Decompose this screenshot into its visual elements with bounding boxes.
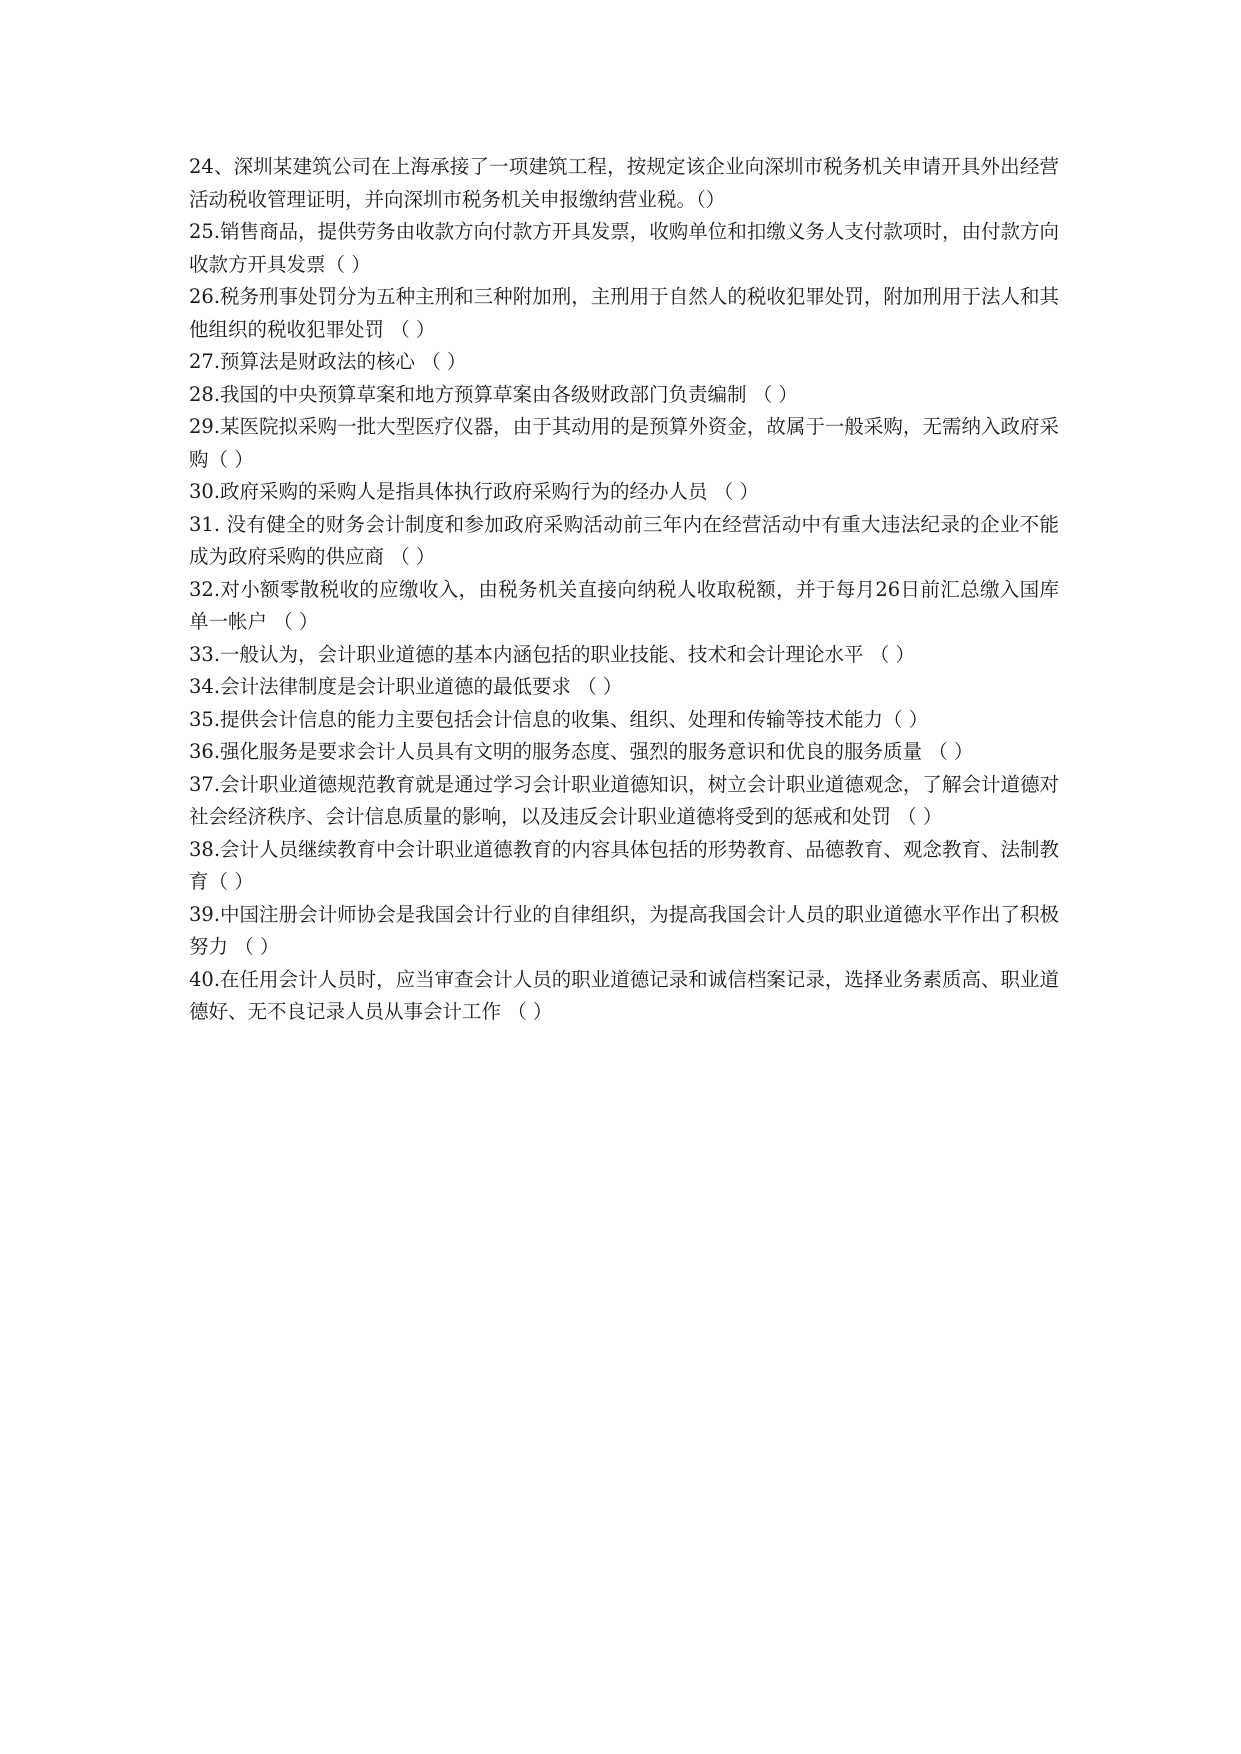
question-32: 32.对小额零散税收的应缴收入，由税务机关直接向纳税人收取税额，并于每月26日前汇总缴入国库单一帐户 （ ） [189,577,1059,633]
question-29: 29.某医院拟采购一批大型医疗仪器，由于其动用的是预算外资金，故属于一般采购，无需纳入政府采购（ ） [189,415,1059,471]
question-27: 27.预算法是财政法的核心 （ ） [189,350,467,373]
question-list [189,151,1059,1029]
question-33: 33.一般认为，会计职业道德的基本内涵包括的职业技能、技术和会计理论水平 （ ） [189,642,915,666]
question-26: 26.税务刑事处罚分为五种主刑和三种附加刑，主刑用于自然人的税收犯罪处罚，附加刑用于法人和其他组织的税收犯罪处罚 （ ） [189,285,1059,341]
question-36: 36.强化服务是要求会计人员具有文明的服务态度、强烈的服务意识和优良的服务质量 （ ） [189,740,974,763]
question-35: 35.提供会计信息的能力主要包括会计信息的收集、组织、处理和传输等技术能力（ ） [189,707,929,731]
question-24: 24、深圳某建筑公司在上海承接了一项建筑工程，按规定该企业向深圳市税务机关申请开具外出经营活动税收管理证明，并向深圳市税务机关申报缴纳营业税。（） [189,155,1059,211]
question-39: 39.中国注册会计师协会是我国会计行业的自律组织，为提高我国会计人员的职业道德水平作出了积极努力 （ ） [189,902,1059,958]
question-38: 38.会计人员继续教育中会计职业道德教育的内容具体包括的形势教育、品德教育、观念教育、法制教育（ ） [189,837,1059,893]
question-25: 25.销售商品，提供劳务由收款方向付款方开具发票，收购单位和扣缴义务人支付款项时，由付款方向收款方开具发票（ ） [189,220,1059,276]
question-37: 37.会计职业道德规范教育就是通过学习会计职业道德知识，树立会计职业道德观念，了解会计道德对社会经济秩序、会计信息质量的影响，以及违反会计职业道德将受到的惩戒和处罚 （ ） [189,772,1059,828]
question-31: 31. 没有健全的财务会计制度和参加政府采购活动前三年内在经营活动中有重大违法纪录的企业不能成为政府采购的供应商 （ ） [189,512,1059,568]
question-28: 28.我国的中央预算草案和地方预算草案由各级财政部门负责编制 （ ） [189,382,798,406]
question-30: 30.政府采购的采购人是指具体执行政府采购行为的经办人员 （ ） [189,480,759,503]
question-40: 40.在任用会计人员时，应当审查会计人员的职业道德记录和诚信档案记录，选择业务素质高、职业道德好、无不良记录人员从事会计工作 （ ） [189,967,1059,1023]
question-34: 34.会计法律制度是会计职业道德的最低要求 （ ） [189,675,623,698]
